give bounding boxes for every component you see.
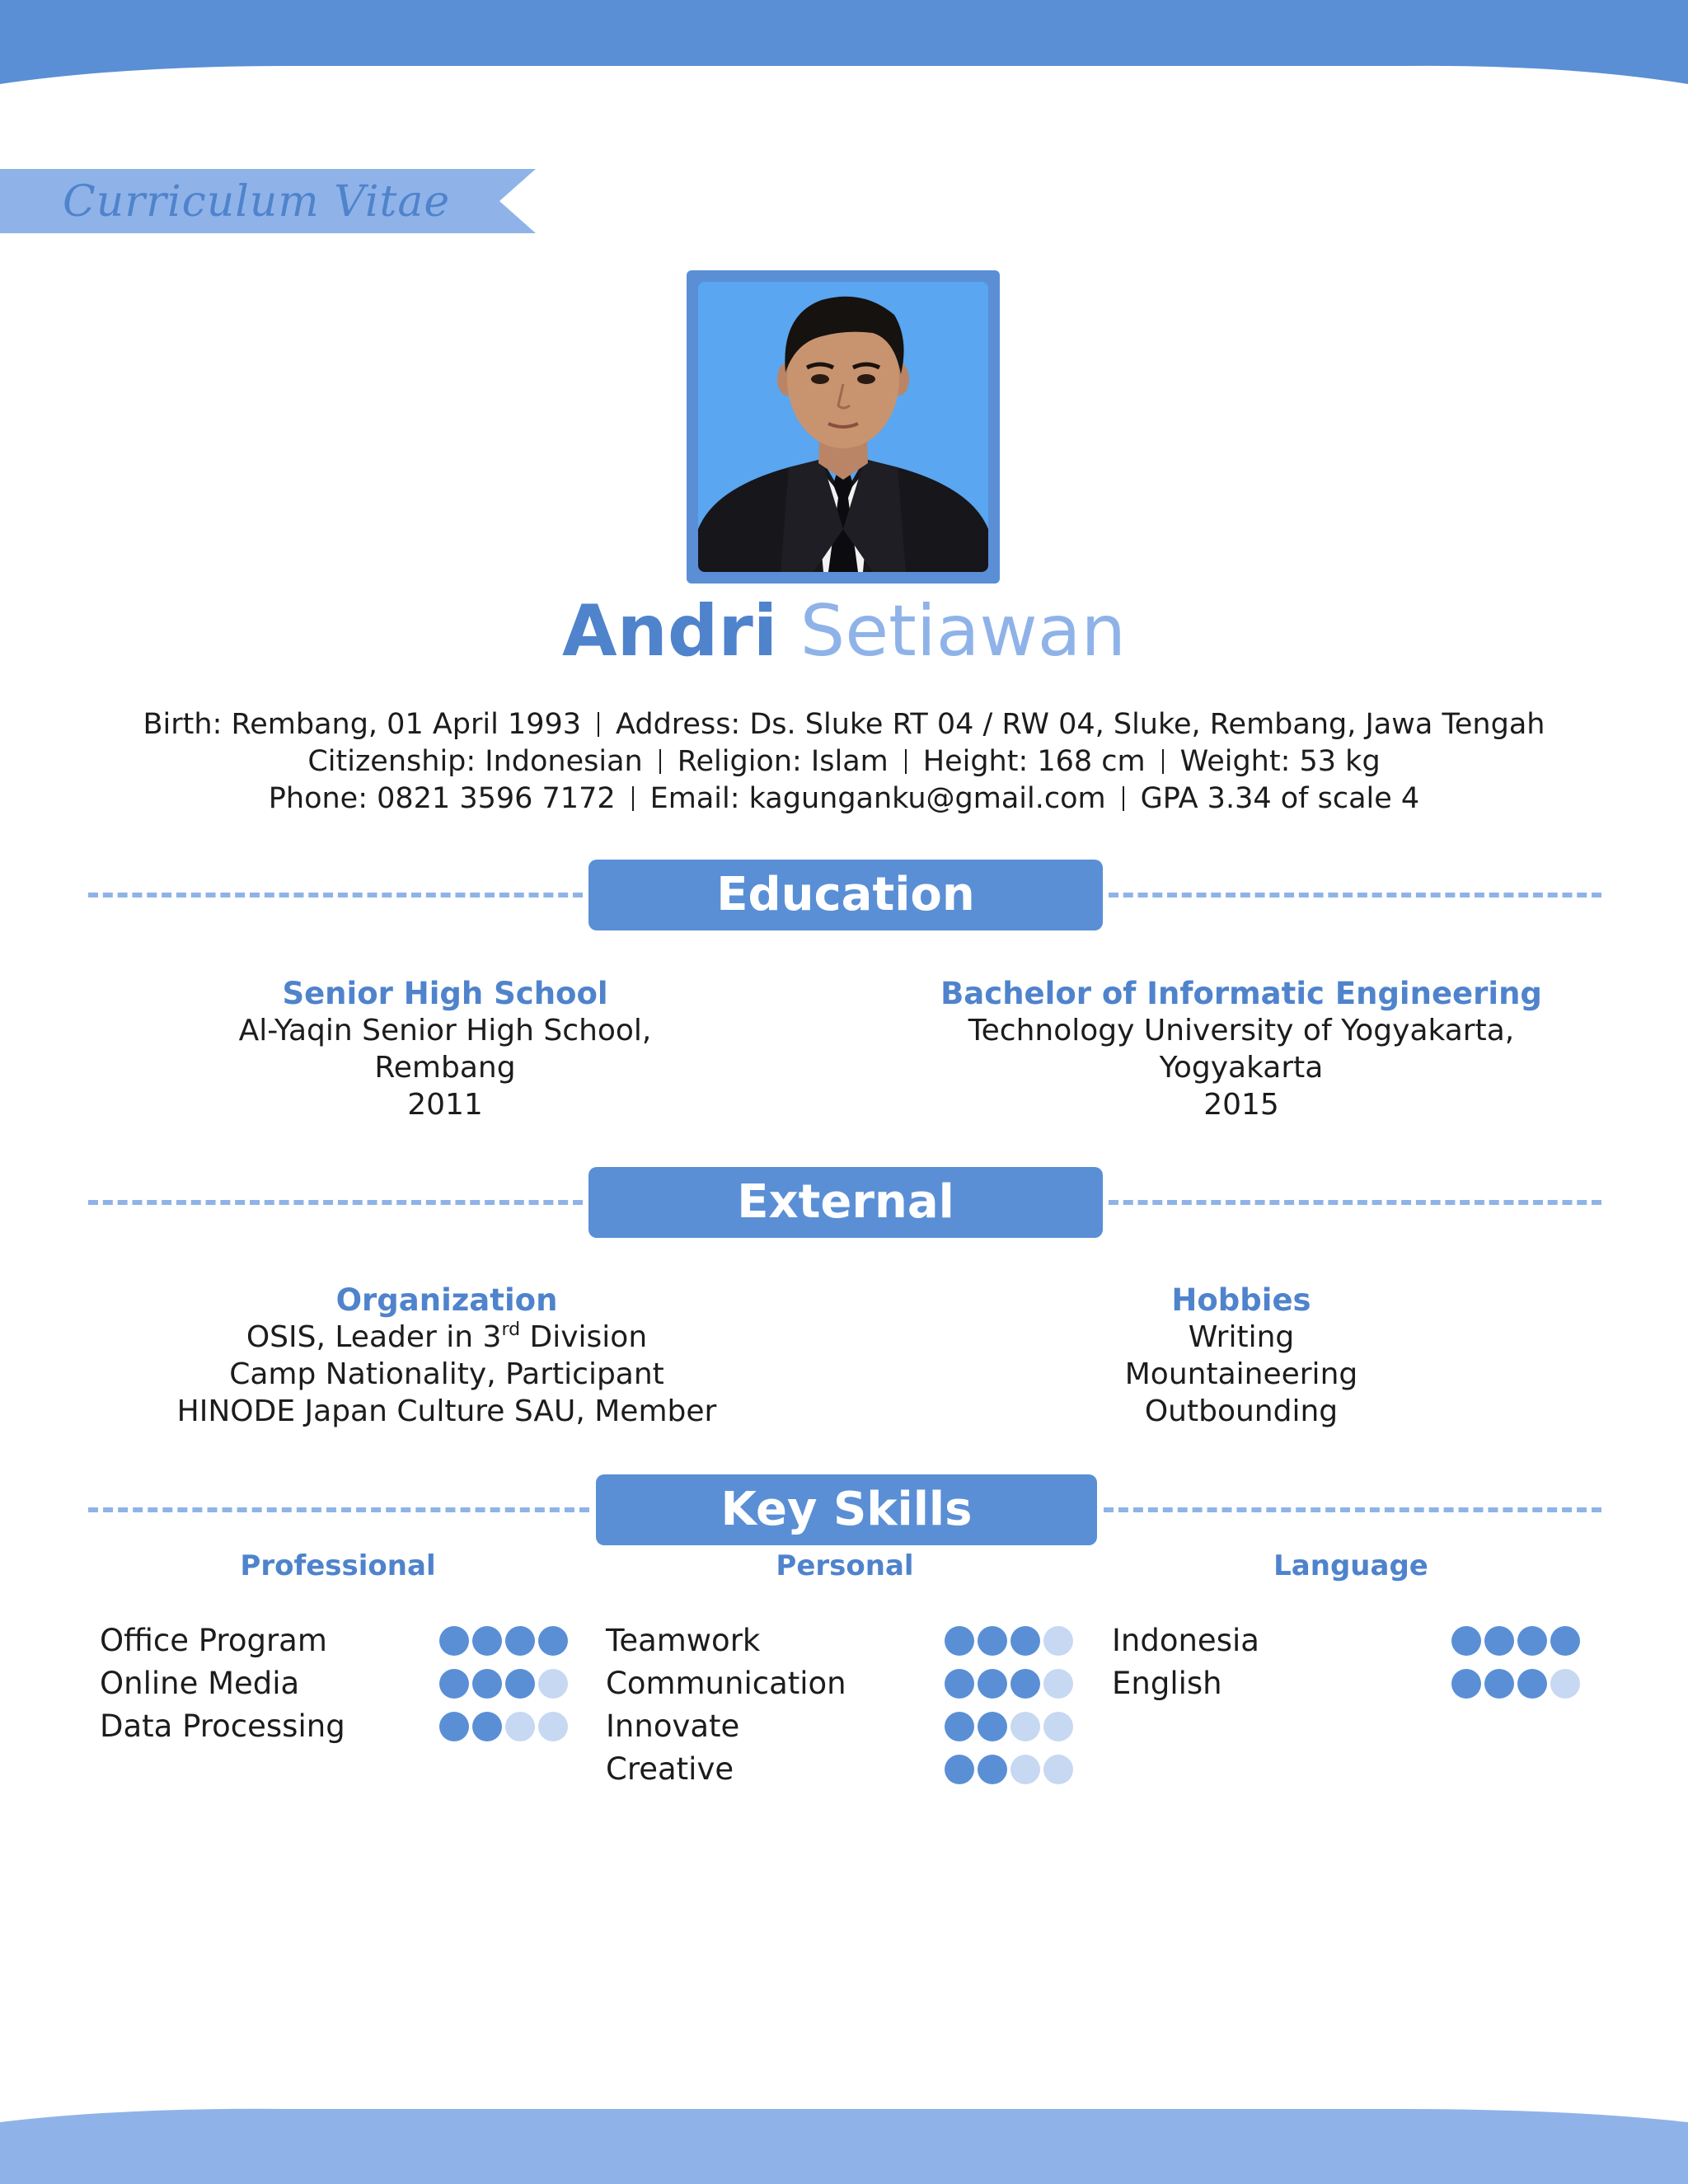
skill-row xyxy=(606,1705,1076,1748)
skill-dot-filled xyxy=(945,1669,974,1699)
dashed-divider-right xyxy=(1109,893,1601,898)
skill-dot-filled xyxy=(1550,1626,1580,1656)
skill-level-rating xyxy=(1451,1669,1582,1699)
religion-info: Religion: Islam xyxy=(677,745,889,778)
skill-row xyxy=(100,1619,570,1662)
separator xyxy=(1123,786,1124,811)
external-organization xyxy=(158,1282,735,1430)
hobby-item: Mountaineering xyxy=(1124,1357,1358,1391)
skill-dot-filled xyxy=(1517,1626,1547,1656)
external-hobbies xyxy=(1035,1282,1447,1430)
cv-ribbon-text: Curriculum Vitae xyxy=(63,177,451,227)
bottom-decorative-band xyxy=(0,2106,1688,2184)
phone-info: Phone: 0821 3596 7172 xyxy=(268,782,616,815)
external-section-header xyxy=(88,1167,1601,1238)
skill-dot-filled xyxy=(945,1755,974,1784)
address-info: Address: Ds. Sluke RT 04 / RW 04, Sluke, Rembang, Jawa Tengah xyxy=(616,708,1545,741)
cv-ribbon xyxy=(0,169,536,233)
separator xyxy=(598,712,599,737)
info-line-1 xyxy=(0,706,1688,743)
skill-level-rating xyxy=(439,1669,570,1699)
hobby-item: Writing xyxy=(1188,1320,1295,1354)
skill-list-personal xyxy=(606,1619,1076,1791)
skill-label: Creative xyxy=(606,1751,734,1787)
skill-dot-filled xyxy=(472,1669,502,1699)
key-skills-title: Key Skills xyxy=(596,1474,1097,1545)
dashed-divider-right xyxy=(1109,1200,1601,1205)
skill-row xyxy=(100,1662,570,1705)
skill-label: English xyxy=(1112,1666,1222,1701)
education-left-line: Rembang xyxy=(374,1051,516,1085)
education-title: Education xyxy=(588,860,1103,930)
skill-level-rating xyxy=(945,1626,1075,1656)
skill-dot-filled xyxy=(1484,1626,1514,1656)
skill-dot-filled xyxy=(978,1712,1007,1741)
skill-dot-filled xyxy=(538,1626,568,1656)
skill-dot-filled xyxy=(978,1626,1007,1656)
organization-line: HINODE Japan Culture SAU, Member xyxy=(176,1394,717,1428)
skill-level-rating xyxy=(945,1712,1075,1741)
skill-dot-empty xyxy=(1010,1755,1040,1784)
education-right-line: 2015 xyxy=(1203,1088,1279,1122)
skill-row xyxy=(606,1748,1076,1791)
skill-dot-filled xyxy=(472,1626,502,1656)
skill-dot-filled xyxy=(439,1669,469,1699)
skill-label: Innovate xyxy=(606,1708,740,1744)
education-right-line: Yogyakarta xyxy=(1159,1051,1324,1085)
skill-dot-empty xyxy=(1010,1712,1040,1741)
skill-row xyxy=(1112,1619,1582,1662)
education-bachelor xyxy=(912,975,1571,1123)
skill-dot-filled xyxy=(1010,1669,1040,1699)
skill-dot-filled xyxy=(439,1712,469,1741)
skill-label: Office Program xyxy=(100,1623,327,1658)
skill-label: Communication xyxy=(606,1666,846,1701)
email-info: Email: kagunganku@gmail.com xyxy=(649,782,1106,815)
personal-info xyxy=(0,706,1688,818)
profile-photo-frame xyxy=(687,270,1000,583)
skill-list-language xyxy=(1112,1619,1582,1705)
key-skills-section-header xyxy=(88,1474,1601,1545)
skill-dot-filled xyxy=(505,1626,535,1656)
skill-group-personal-title: Personal xyxy=(776,1549,914,1582)
separator xyxy=(905,749,907,774)
skill-group-professional-title: Professional xyxy=(240,1549,436,1582)
skill-level-rating xyxy=(1451,1626,1582,1656)
skill-group-language-title: Language xyxy=(1273,1549,1428,1582)
education-right-title: Bachelor of Informatic Engineering xyxy=(940,976,1542,1011)
education-senior-high xyxy=(198,975,692,1123)
info-line-3 xyxy=(0,780,1688,818)
dashed-divider-right xyxy=(1104,1507,1601,1512)
skill-row xyxy=(100,1705,570,1748)
citizenship-info: Citizenship: Indonesian xyxy=(307,745,643,778)
skill-dot-filled xyxy=(505,1669,535,1699)
birth-info: Birth: Rembang, 01 April 1993 xyxy=(143,708,582,741)
separator xyxy=(659,749,661,774)
skill-dot-empty xyxy=(505,1712,535,1741)
skill-dot-empty xyxy=(538,1669,568,1699)
skill-label: Online Media xyxy=(100,1666,300,1701)
top-decorative-band xyxy=(0,0,1688,91)
skill-level-rating xyxy=(945,1755,1075,1784)
skill-list-professional xyxy=(100,1619,570,1748)
dashed-divider-left xyxy=(88,1200,583,1205)
education-left-line: Al-Yaqin Senior High School, xyxy=(238,1014,652,1047)
organization-line: Camp Nationality, Participant xyxy=(229,1357,664,1391)
external-title: External xyxy=(588,1167,1103,1238)
skill-dot-empty xyxy=(1550,1669,1580,1699)
skill-dot-filled xyxy=(1010,1626,1040,1656)
skill-dot-filled xyxy=(945,1712,974,1741)
education-right-line: Technology University of Yogyakarta, xyxy=(968,1014,1515,1047)
skill-label: Teamwork xyxy=(606,1623,761,1658)
education-left-title: Senior High School xyxy=(282,976,608,1011)
skill-label: Indonesia xyxy=(1112,1623,1259,1658)
separator xyxy=(1162,749,1164,774)
skill-dot-empty xyxy=(1043,1626,1073,1656)
skill-dot-filled xyxy=(472,1712,502,1741)
skill-level-rating xyxy=(439,1712,570,1741)
organization-line: OSIS, Leader in 3rd Division xyxy=(246,1319,648,1354)
skill-dot-empty xyxy=(1043,1669,1073,1699)
skill-dot-filled xyxy=(1517,1669,1547,1699)
skill-dot-empty xyxy=(1043,1755,1073,1784)
skill-dot-filled xyxy=(439,1626,469,1656)
hobbies-title: Hobbies xyxy=(1171,1282,1311,1318)
education-section-header xyxy=(88,860,1601,930)
skill-dot-filled xyxy=(1451,1626,1481,1656)
hobby-item: Outbounding xyxy=(1144,1394,1339,1428)
skill-dot-filled xyxy=(978,1669,1007,1699)
separator xyxy=(632,786,634,811)
skill-dot-empty xyxy=(538,1712,568,1741)
skill-dot-filled xyxy=(978,1755,1007,1784)
weight-info: Weight: 53 kg xyxy=(1179,745,1381,778)
skill-row xyxy=(606,1662,1076,1705)
dashed-divider-left xyxy=(88,1507,589,1512)
skill-dot-filled xyxy=(1451,1669,1481,1699)
gpa-info: GPA 3.34 of scale 4 xyxy=(1140,782,1420,815)
organization-title: Organization xyxy=(335,1282,558,1318)
skill-row xyxy=(606,1619,1076,1662)
skill-label: Data Processing xyxy=(100,1708,345,1744)
info-line-2 xyxy=(0,743,1688,780)
full-name xyxy=(0,590,1688,673)
skill-level-rating xyxy=(439,1626,570,1656)
profile-photo xyxy=(698,282,988,572)
education-left-line: 2011 xyxy=(407,1088,483,1122)
skill-level-rating xyxy=(945,1669,1075,1699)
skill-dot-filled xyxy=(1484,1669,1514,1699)
dashed-divider-left xyxy=(88,893,583,898)
skill-row xyxy=(1112,1662,1582,1705)
last-name: Setiawan xyxy=(799,590,1126,673)
height-info: Height: 168 cm xyxy=(922,745,1146,778)
skill-dot-filled xyxy=(945,1626,974,1656)
first-name: Andri xyxy=(562,590,778,673)
skill-dot-empty xyxy=(1043,1712,1073,1741)
